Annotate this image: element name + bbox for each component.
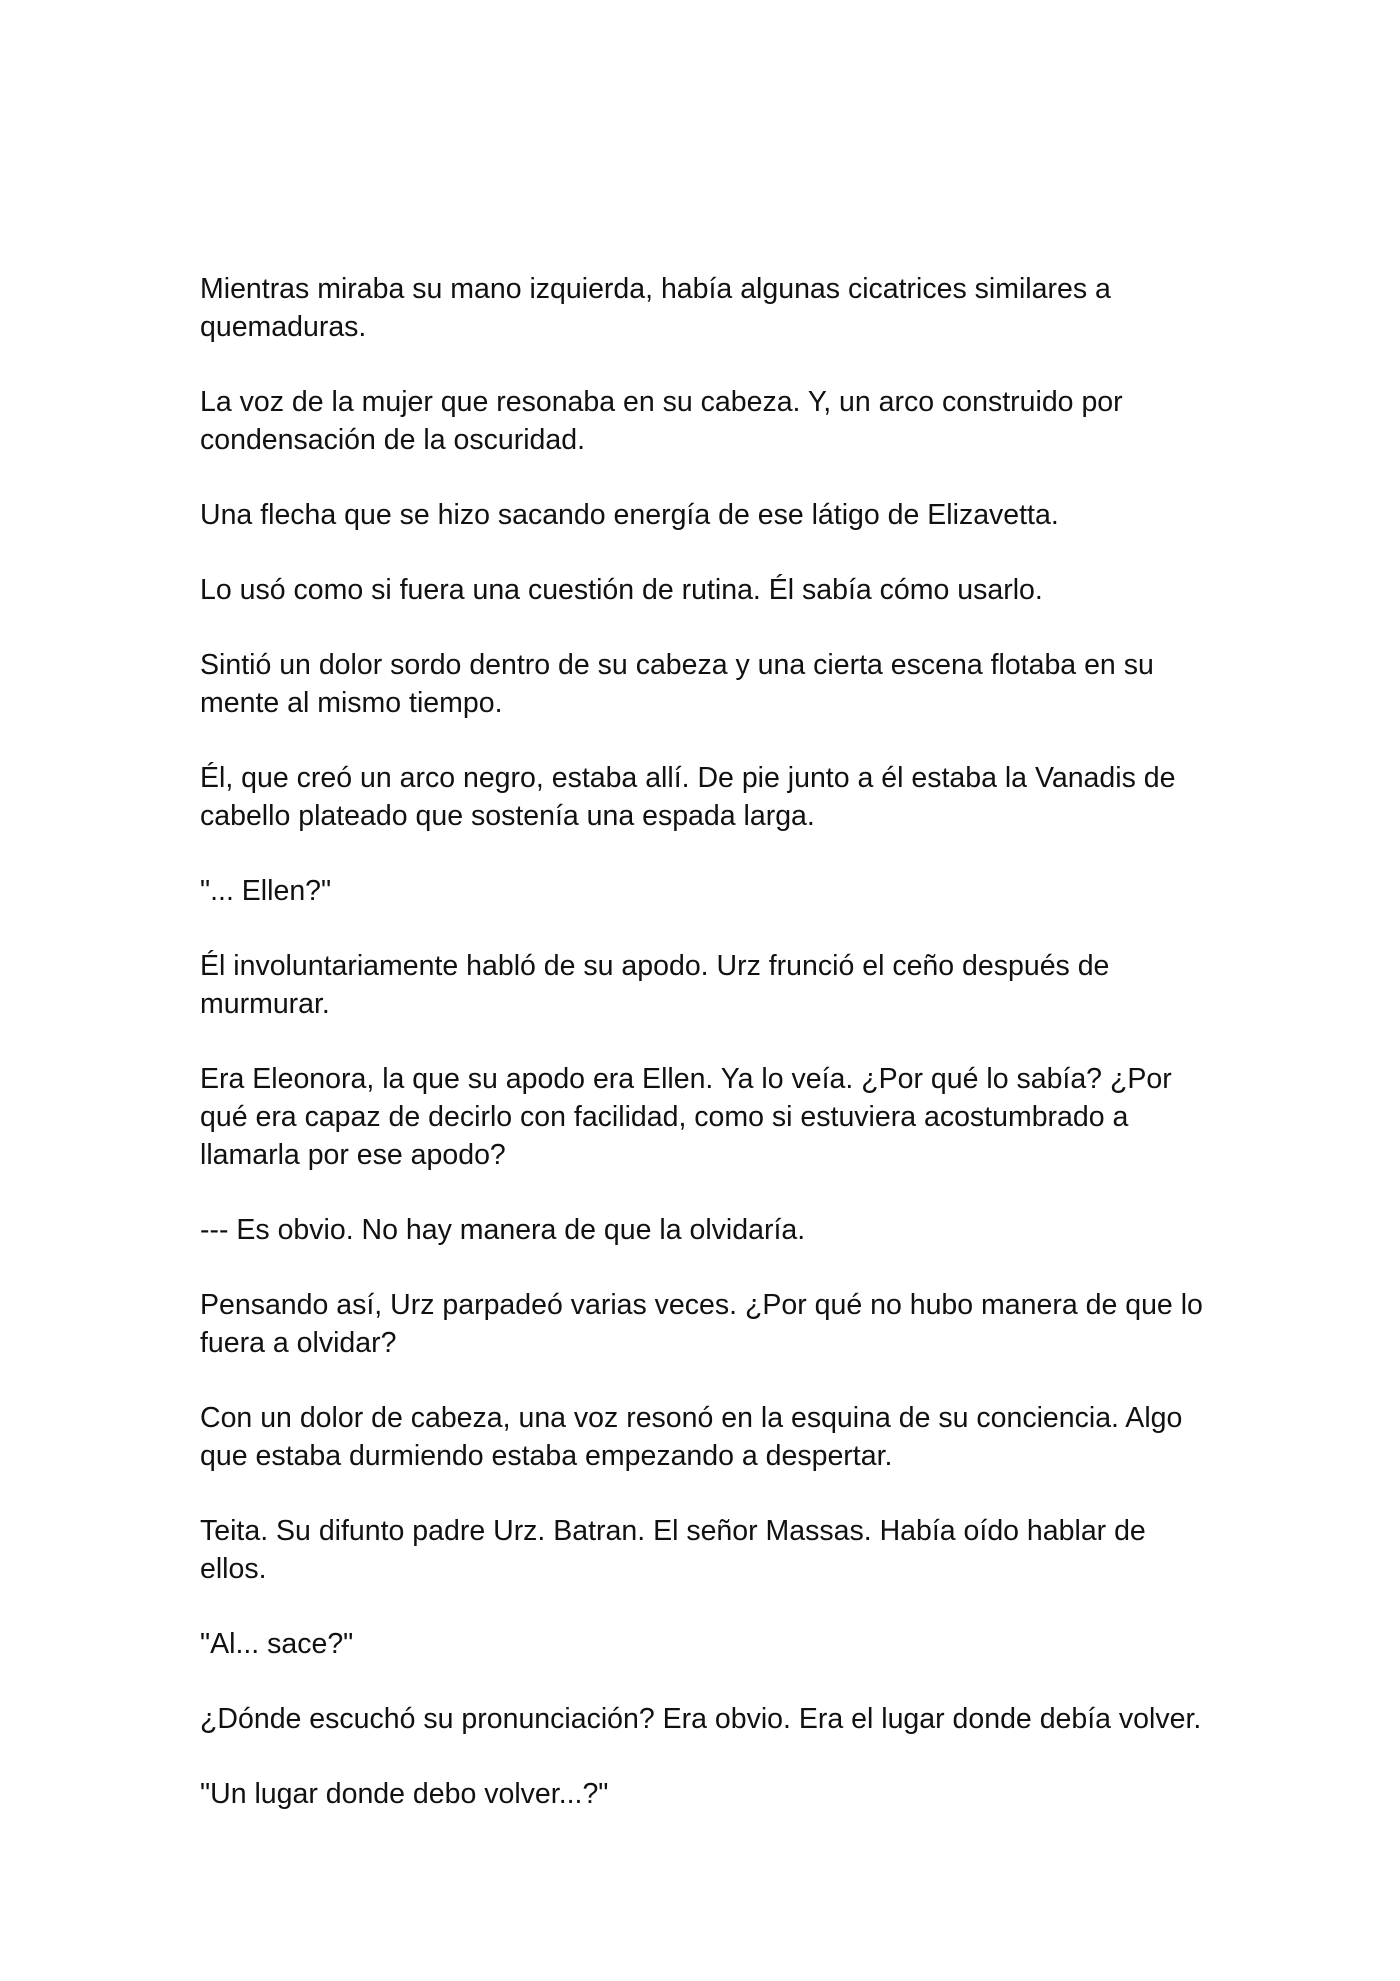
paragraph-11: Pensando así, Urz parpadeó varias veces. ¿Por qué no hubo manera de que lo fuera a olvidar? xyxy=(200,1289,1203,1359)
paragraph-5: Sintió un dolor sordo dentro de su cabeza y una cierta escena flotaba en su mente al mismo tiempo. xyxy=(200,649,1154,719)
paragraph-7: "... Ellen?" xyxy=(200,875,332,907)
paragraph-10: --- Es obvio. No hay manera de que la olvidaría. xyxy=(200,1214,806,1246)
document-page xyxy=(200,270,1210,1850)
paragraph-3: Una flecha que se hizo sacando energía de ese látigo de Elizavetta. xyxy=(200,499,1059,531)
paragraph-16: "Un lugar donde debo volver...?" xyxy=(200,1778,609,1810)
paragraph-6: Él, que creó un arco negro, estaba allí. De pie junto a él estaba la Vanadis de cabello plateado que sostenía una espada larga. xyxy=(200,762,1176,832)
paragraph-12: Con un dolor de cabeza, una voz resonó en la esquina de su conciencia. Algo que estaba durmiendo estaba empezando a despertar. xyxy=(200,1402,1183,1472)
paragraph-4: Lo usó como si fuera una cuestión de rutina. Él sabía cómo usarlo. xyxy=(200,574,1043,606)
paragraph-15: ¿Dónde escuchó su pronunciación? Era obvio. Era el lugar donde debía volver. xyxy=(200,1703,1202,1735)
paragraph-14: "Al... sace?" xyxy=(200,1628,354,1660)
paragraph-13: Teita. Su difunto padre Urz. Batran. El señor Massas. Había oído hablar de ellos. xyxy=(200,1515,1146,1585)
paragraph-1: Mientras miraba su mano izquierda, había algunas cicatrices similares a quemaduras. xyxy=(200,273,1111,343)
paragraph-2: La voz de la mujer que resonaba en su cabeza. Y, un arco construido por condensación de la oscuridad. xyxy=(200,386,1123,456)
paragraph-9: Era Eleonora, la que su apodo era Ellen. Ya lo veía. ¿Por qué lo sabía? ¿Por qué era capaz de decirlo con facilidad, como si estuviera acostumbrado a llamarla por ese apodo? xyxy=(200,1063,1172,1171)
paragraph-8: Él involuntariamente habló de su apodo. Urz frunció el ceño después de murmurar. xyxy=(200,950,1110,1020)
